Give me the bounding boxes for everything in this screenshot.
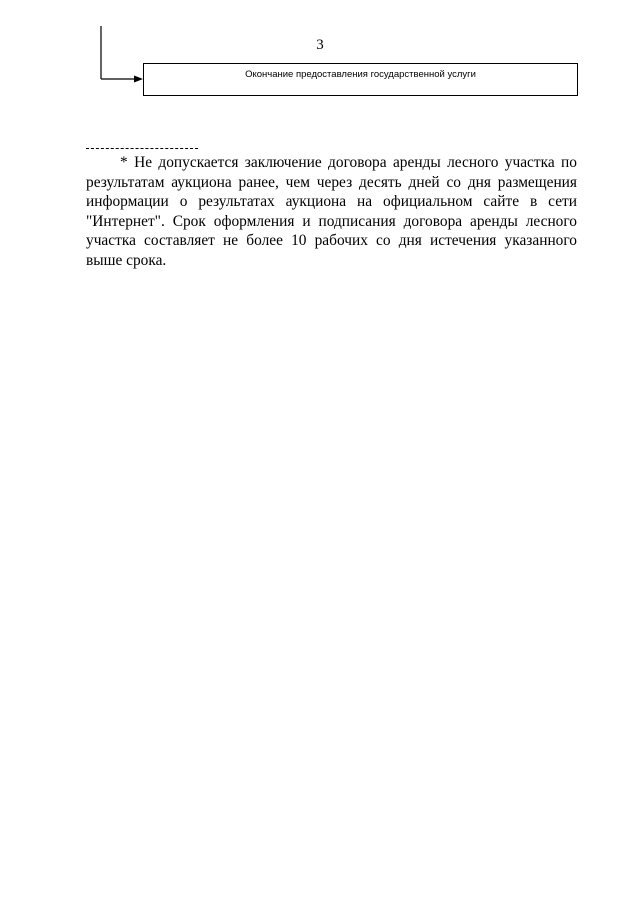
footnote-text: * Не допускается заключение договора аренды лесного участка по результатам аукциона ранее, чем через десять дней со дня размещения информации о результатах аукциона на официальном сайте в сети "Интернет". Срок оформления и подписания договора аренды лесного участка составляет не более 10 рабочих со дня истечения указанного выше срока.: [86, 154, 577, 269]
flowchart-end-step-label: Окончание предоставления государственной услуги: [245, 69, 476, 80]
page-number: 3: [316, 37, 324, 53]
flowchart-end-step-box: [143, 63, 578, 96]
arrow-head-icon: [134, 76, 143, 83]
footnote-separator: [86, 148, 198, 149]
